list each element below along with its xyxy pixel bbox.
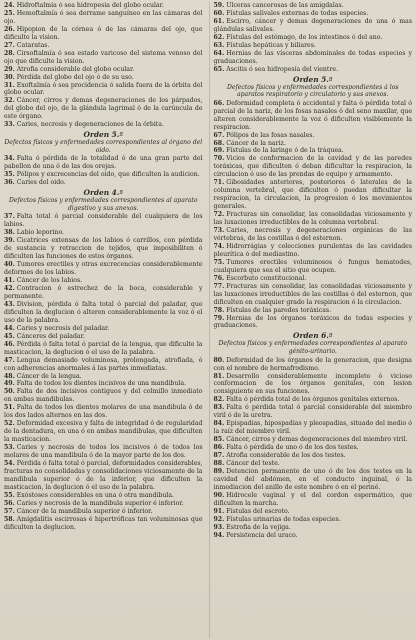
item-number: 86. — [213, 444, 225, 452]
left-column — [4, 2, 203, 638]
item-number: 34. — [4, 155, 15, 163]
item-number: 66. — [213, 99, 225, 107]
item-text: Cáncer de la lengua. — [16, 372, 82, 380]
item-text: Hidrocele vaginal y el del cordon espermático, que dificulten la marcha. — [213, 491, 412, 507]
item-number: 88. — [213, 459, 225, 467]
item-text: Fístulas de las paredes toráxicas. — [226, 306, 332, 314]
item-text: Contracion ó estrechez de la boca, considerable y permanente. — [4, 285, 203, 300]
item-number: 31. — [4, 81, 15, 89]
item-text: Caries del oido. — [16, 179, 66, 187]
item-number: 49. — [4, 380, 15, 388]
item-number: 40. — [4, 261, 15, 269]
item-number: 94. — [213, 531, 225, 539]
list-item — [4, 10, 203, 26]
list-item — [214, 420, 413, 436]
list-item — [4, 357, 203, 373]
list-item — [214, 147, 413, 155]
list-item — [4, 121, 203, 129]
item-number: 30. — [4, 73, 15, 81]
list-item — [214, 460, 413, 468]
item-text: Fístulas hepáticas y biliares. — [226, 41, 316, 49]
item-text: Escorbuto constitucional. — [226, 274, 307, 282]
item-text: Cicatrices extensas de los labios ó carrillos, con pérdida de sustancia y retraccion de tejidos, que imposibiliten ó dificulten las funciones de estos órganos. — [4, 237, 203, 261]
item-text: Caries y necrosis de todos los incisivos ó de todos los molares de una mandibula ó de la mayor parte de los dos. — [4, 444, 203, 460]
item-text: Fracturas sin consolidar, las consolidadas viciosamente y las luxaciones irreductibles de las costillas ó del esternon, que dificulten en cualquier grado la respiracion ó la circulacion. — [213, 282, 412, 306]
item-number: 42. — [4, 285, 15, 293]
list-item — [214, 516, 413, 524]
list-item — [4, 171, 203, 179]
item-number: 59. — [213, 2, 225, 9]
item-number: 80. — [213, 356, 225, 364]
list-item — [214, 42, 413, 50]
item-number: 25. — [4, 9, 15, 17]
order-heading: Orden 5.ª — [83, 130, 123, 140]
item-text: Atrofia considerable del globo ocular. — [16, 65, 135, 73]
list-item — [214, 532, 413, 540]
list-item — [4, 74, 203, 82]
list-item — [4, 301, 203, 325]
list-item — [4, 373, 203, 381]
list-item — [4, 213, 203, 229]
item-number: 48. — [4, 372, 15, 380]
item-text: Cataratas. — [16, 41, 50, 49]
item-number: 26. — [4, 25, 15, 33]
order-subtitle: Defectos físicos y enfermedades correspondientes al aparato digestivo y sus anexos. — [8, 197, 198, 212]
item-text: Caries y necrosis de la mandibula superior é inferior. — [16, 499, 184, 507]
list-item — [4, 277, 203, 285]
item-number: 57. — [4, 507, 15, 515]
list-item — [214, 357, 413, 373]
list-item — [4, 508, 203, 516]
item-text: Caries, necrosis y degeneraciones de la órbita. — [16, 121, 164, 129]
item-number: 62. — [213, 33, 225, 41]
list-item — [214, 211, 413, 227]
list-item — [4, 42, 203, 50]
item-text: Caries y necrosis del paladar. — [16, 324, 110, 332]
item-text: Labio leporino. — [16, 229, 65, 237]
item-number: 78. — [213, 306, 225, 314]
item-number: 58. — [4, 515, 15, 523]
item-text: Exoftalmía ó sea procidencia ó salida fuera de la órbita del globo ocular. — [4, 81, 203, 97]
item-text: Deformidad de los órganos de la generacion, que designa con el nombre de hermafrodismo. — [213, 356, 412, 372]
list-item — [4, 444, 203, 460]
item-text: Fracturas sin consolidar, las consolidadas viciosamente y las luxaciones irreductibles de la columna vertebral. — [213, 211, 412, 227]
list-item — [4, 97, 203, 121]
item-text: Cáncer de la mandibula superior ó inferior. — [16, 507, 153, 515]
item-text: Hidrorrágias y colecciones purulentas de las cavidades pleurítica ó del mediastino. — [213, 242, 412, 258]
item-number: 39. — [4, 237, 15, 245]
item-number: 69. — [213, 147, 225, 155]
item-text: Fístulas de la laringe ó de la tráquea. — [226, 147, 344, 155]
list-item — [214, 307, 413, 315]
item-text: Pérdida ó falta total ó parcial de la lengua, que dificulte la masticacion, la deglucion ó el uso de la palabra. — [4, 340, 203, 356]
list-item — [214, 140, 413, 148]
item-text: Ulceras cancerosas de las amigdalas. — [226, 2, 344, 9]
item-text: Falta ó pérdida de uno ó de los dos testes. — [226, 444, 359, 452]
list-item — [214, 18, 413, 34]
item-number: 81. — [213, 372, 225, 380]
item-number: 32. — [4, 97, 15, 105]
item-text: Detencion permanente de uno ó de los dos testes en la cavidad del abdómen, en el conducto inguinal, ó la inmediacion del anillo de este nombre ó en el periné. — [213, 467, 412, 491]
item-number: 93. — [213, 523, 225, 531]
list-item — [214, 34, 413, 42]
item-text: Gibosidades anteriores, posteriores ó laterales de la columna vertebral, que dificulten ó puedan dificultar la respiracion, la circulacion, la progresion ó los movimientos generales. — [213, 179, 412, 211]
list-item — [214, 66, 413, 74]
item-number: 35. — [4, 171, 15, 179]
item-number: 63. — [213, 41, 225, 49]
order-heading: Orden 5.ª — [293, 74, 333, 84]
item-text: Lengua demasiado voluminosa, prolongada, atrofiada, ó con adherencias anormales á las partes inmediatas. — [4, 356, 203, 372]
item-text: Hernias de las vísceras abdominales de todas especies y graduaciones. — [213, 49, 412, 65]
item-number: 79. — [213, 314, 225, 322]
item-number: 53. — [4, 444, 15, 452]
item-number: 56. — [4, 499, 15, 507]
item-number: 83. — [213, 404, 225, 412]
item-number: 44. — [4, 324, 15, 332]
item-number: 36. — [4, 179, 15, 187]
item-number: 71. — [213, 179, 225, 187]
item-text: Pérdida del globo del ojo ó de su uso. — [16, 73, 134, 81]
order-subtitle: Defectos físicos y enfermedades correspondientes al órgano del oido. — [4, 139, 203, 154]
item-text: Epispadias, hipospadias y pleospadias, situado del medio ó la raíz del miembro viril. — [213, 420, 412, 436]
list-item — [214, 436, 413, 444]
list-item — [214, 373, 413, 397]
list-item — [4, 237, 203, 261]
right-column — [209, 2, 413, 638]
item-text: Fístulas del estómago, de los intestinos ó del ano. — [226, 33, 383, 41]
item-number: 46. — [4, 340, 15, 348]
item-text: Hernias de los órganos toráxicos de todas especies y graduaciones. — [213, 314, 412, 330]
list-item — [214, 396, 413, 404]
item-number: 73. — [213, 227, 225, 235]
list-item — [4, 380, 203, 388]
item-text: Cáncer de los labios. — [16, 277, 83, 285]
item-number: 85. — [213, 436, 225, 444]
item-text: Estrofia de la vejiga. — [226, 523, 291, 531]
item-text: Cáncer del teste. — [226, 459, 280, 467]
list-item — [214, 315, 413, 331]
list-item — [4, 155, 203, 171]
item-number: 52. — [4, 420, 15, 428]
list-item — [4, 179, 203, 187]
item-text: Falta ó pérdida total ó parcial considerable del miembro viril ó de la uretra. — [213, 404, 412, 420]
list-item — [4, 50, 203, 66]
list-item — [4, 333, 203, 341]
list-item — [214, 100, 413, 132]
item-number: 37. — [4, 213, 15, 221]
list-item — [4, 66, 203, 74]
item-number: 50. — [4, 388, 15, 396]
item-text: Atrofia considerable de los dos testes. — [226, 452, 346, 460]
item-text: Hemoftalmía ó sea derrame sanguíneo en las cámaras del ojo. — [4, 9, 203, 25]
two-column-text — [4, 2, 412, 638]
item-text: Persistencia del uraco. — [226, 531, 298, 539]
item-number: 54. — [4, 459, 15, 467]
item-number: 27. — [4, 41, 15, 49]
item-number: 55. — [4, 491, 15, 499]
item-number: 82. — [213, 396, 225, 404]
list-item — [214, 50, 413, 66]
item-number: 45. — [4, 332, 15, 340]
list-item — [214, 155, 413, 179]
item-text: Escirro, cáncer y demas degeneraciones de una ó mas glándulas salivales. — [213, 17, 412, 33]
item-number: 29. — [4, 65, 15, 73]
list-item — [4, 404, 203, 420]
item-number: 90. — [213, 491, 225, 499]
order-subtitle: Defectos físicos y enfermedades correspondientes á los aparatos respiratorio y circulatorio y sus anexos. — [227, 83, 399, 99]
item-number: 84. — [213, 420, 225, 428]
item-text: Falta de todos los dientes molares de una mandibula ó de los dos lados alternos en las dos. — [4, 404, 203, 420]
list-item — [214, 492, 413, 508]
item-text: Caries, necrosis y degeneraciones orgánicas de las vértebras, de las costillas ó del esternon. — [213, 227, 412, 242]
item-text: Falta total ó parcial considerable del cualquiera de los labios. — [4, 213, 203, 229]
item-text: Pólipos y excrecencias del oido, que dificulten la audicion. — [16, 171, 200, 179]
item-text: Deformidad completa ó accidental y falta ó pérdida total ó parcial de la nariz, de los fosas nasales ó del seno maxilar, que alteren considerablemente la voz ó dificulten visiblemente la respiracion. — [213, 99, 412, 131]
item-text: Tumores erectiles y otras excrecencias considerablemente deformes de los labios. — [4, 261, 203, 277]
item-text: Fístulas salivales externas de todas especies. — [226, 9, 369, 17]
list-item — [4, 285, 203, 301]
item-number: 77. — [213, 282, 225, 290]
list-item — [4, 229, 203, 237]
item-text: Tumores erectiles voluminosos ó fungus hematodes, cualquiera que sea el sitio que ocupen. — [213, 258, 412, 274]
item-number: 61. — [213, 17, 225, 25]
list-item — [214, 508, 413, 516]
item-text: Pólipos de las fosas nasales. — [226, 131, 315, 139]
list-item — [214, 2, 413, 10]
list-item — [214, 283, 413, 307]
item-text: Cánceres del paladar. — [16, 332, 85, 340]
list-item — [4, 82, 203, 98]
list-item — [4, 420, 203, 444]
item-text: Falta de dos incisivos contiguos y del colmillo inmediato en ambas mandibulas. — [4, 388, 203, 404]
list-item — [4, 26, 203, 42]
item-text: Vicios de conformacion de la cavidad y de las paredes toráxicas, que dificulten ó deban dificultar la respiracion, la circulacion ó uso de las prendas de equipo y armamento. — [213, 155, 412, 179]
list-item — [4, 325, 203, 333]
list-item — [4, 500, 203, 508]
item-number: 28. — [4, 49, 15, 57]
item-number: 64. — [213, 49, 225, 57]
list-item — [4, 341, 203, 357]
item-number: 33. — [4, 121, 15, 129]
list-item — [214, 243, 413, 259]
item-text: Fístulas del escroto. — [226, 507, 290, 515]
item-text: Desarrollo considerablemente incompleto ó vicioso conformacion de los órganos genitales, con lesion consiguiente en sus funciones. — [213, 372, 412, 396]
item-text: Cáncer, cirros y demas degeneraciones del miembro viril. — [226, 436, 408, 444]
list-item — [214, 227, 413, 243]
item-number: 75. — [213, 258, 225, 266]
item-number: 43. — [4, 300, 15, 308]
item-text: Division, pérdida ó falta total ó parcial del paladar, que dificulten la deglucion ó alteren considerablemente la voz ó el uso de la palabra. — [4, 300, 203, 324]
item-text: Falta ó pérdida de la totalidad ó de una gran parte del pabellon de una ó de las dos orejas. — [4, 155, 203, 171]
item-text: Pérdida ó falta total ó parcial, deformidades considerables, fracturas no consolidadas y consolidaciones viciosamente de la mandibula superior ó de la inferior, que dificulten la masticacion, la deglucion ó el uso de la palabra. — [4, 459, 203, 491]
list-item — [4, 460, 203, 492]
list-item — [214, 10, 413, 18]
list-item — [214, 444, 413, 452]
item-number: 24. — [4, 2, 15, 9]
list-item — [4, 492, 203, 500]
item-text: Cirsoftalmía ó sea estado varicoso del sistema venoso del ojo que dificulte la vision. — [4, 49, 203, 65]
item-text: Falta ó pérdida total de los órganos genitales externos. — [226, 396, 400, 404]
list-item — [4, 261, 203, 277]
item-number: 51. — [4, 404, 15, 412]
list-item — [214, 404, 413, 420]
list-item — [214, 259, 413, 275]
item-number: 65. — [213, 65, 225, 73]
item-text: Amígdalitis escirrosas é hipertróficas tan voluminosas que dificulten la deglucion. — [4, 515, 203, 531]
list-item — [4, 388, 203, 404]
item-text: Exóstoses considerables en una ó otra mandibula. — [16, 491, 175, 499]
list-item — [4, 2, 203, 10]
item-text: Hipopion de la córnea ó de las cámaras del ojo, que dificulte la vision. — [4, 25, 203, 41]
item-text: Hidroftalmía ó sea hidropesía del globo ocular. — [16, 2, 164, 9]
item-text: Fístulas urinarias de todas especies. — [226, 515, 341, 523]
list-item — [214, 452, 413, 460]
item-number: 76. — [213, 274, 225, 282]
list-item — [214, 524, 413, 532]
order-subtitle: Defectos físicos y enfermedades correspondientes al aparato génito-urinario. — [218, 340, 408, 355]
item-text: Falta de todos los dientes incisivos de una mandibula. — [16, 380, 187, 388]
item-number: 72. — [213, 211, 225, 219]
list-item — [214, 468, 413, 492]
order-heading: Orden 4.ª — [83, 188, 123, 198]
item-text: Ascitis ó sea hidropesía del vientre. — [226, 65, 338, 73]
item-number: 41. — [4, 277, 15, 285]
item-text: Deformidad excesiva y falta de integridad ó de regularidad de la dentadura, en una ó en ambas mandibulas, que dificulten la masticacion. — [4, 420, 203, 444]
item-number: 60. — [213, 9, 225, 17]
item-number: 74. — [213, 242, 225, 250]
item-text: Cáncer, cirros y demas degeneraciones de los párpados, del globo del ojo, de la glándula lagrimal ó de la carúncula de este órgano. — [4, 97, 203, 121]
list-item — [4, 516, 203, 532]
list-item — [214, 179, 413, 211]
item-number: 91. — [213, 507, 225, 515]
item-number: 87. — [213, 452, 225, 460]
item-number: 38. — [4, 229, 15, 237]
list-item — [214, 132, 413, 140]
item-text: Cáncer de la nariz. — [226, 139, 286, 147]
item-number: 47. — [4, 356, 15, 364]
item-number: 89. — [213, 467, 225, 475]
list-item — [214, 275, 413, 283]
item-number: 92. — [213, 515, 225, 523]
order-heading: Orden 6.ª — [293, 331, 333, 341]
item-number: 68. — [213, 139, 225, 147]
item-number: 70. — [213, 155, 225, 163]
item-number: 67. — [213, 131, 225, 139]
